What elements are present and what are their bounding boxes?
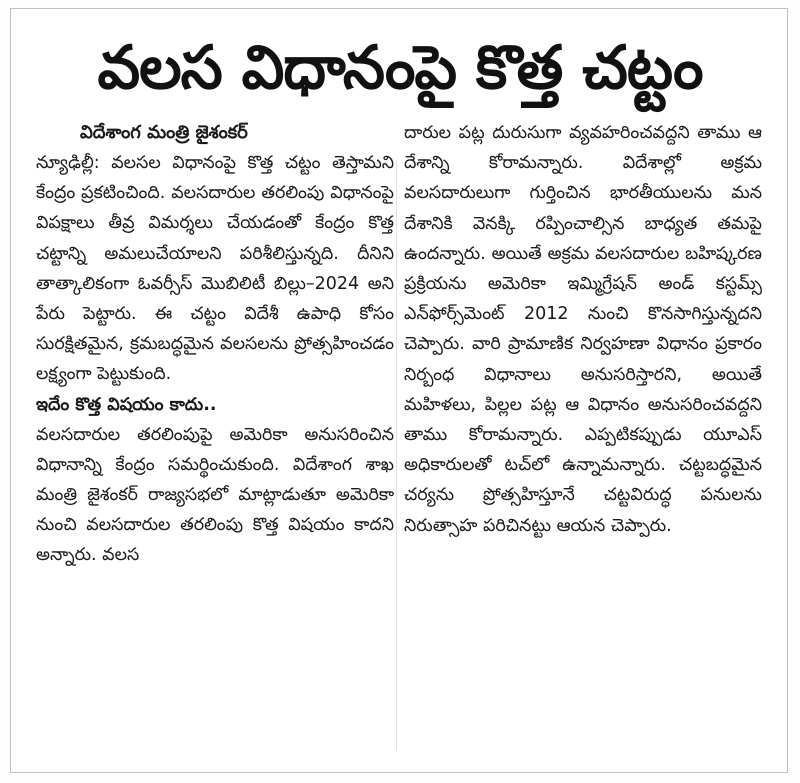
article-column-left bbox=[36, 118, 394, 571]
article-byline: విదేశాంగ మంత్రి జైశంకర్ bbox=[80, 122, 248, 143]
article-paragraph-2: వలసదారుల తరలింపుపై అమెరికా అనుసరించిన విధానాన్ని కేంద్రం సమర్థించుకుంది. విదేశాంగ శాఖ మంత్రి జైశంకర్ రాజ్యసభలో మాట్లాడుతూ అమెరికా నుంచి వలసదారుల తరలింపు కొత్త విషయం కాదని అన్నారు. వలస bbox=[36, 424, 394, 566]
article-headline: వలస విధానంపై కొత్త చట్టం bbox=[97, 33, 703, 103]
article-subheading: ఇదేం కొత్త విషయం కాదు.. bbox=[36, 394, 217, 415]
article-column-right bbox=[404, 118, 762, 541]
article-paragraph-3: దారుల పట్ల దురుసుగా వ్యవహరించవద్దని తాము ఆ దేశాన్ని కోరామన్నారు. విదేశాల్లో అక్రమ వలసదారులుగా గుర్తించిన భారతీయులను మన దేశానికి వెనక్కి రప్పించాల్సిన బాధ్యత తమపై ఉందన్నారు. అయితే అక్రమ వలసదారుల బహిష్కరణ ప్రక్రియను అమెరికా ఇమ్మిగ్రేషన్ అండ్ కస్టమ్స్ ఎన్‌ఫోర్స్‌మెంట్ 2012 నుంచి కొనసాగిస్తున్నదని చెప్పారు. వారి ప్రామాణిక నిర్వహణా విధానం ప్రకారం నిర్బంధ విధానాలు అనుసరిస్తారని, అయితే మహిళలు, పిల్లల పట్ల ఆ విధానం అనుసరించవద్దని తాము కోరామన్నారు. ఎప్పటికప్పుడు యూఎస్ అధికారులతో టచ్‌లో ఉన్నామన్నారు. చట్టబద్ధమైన చర్యను ప్రోత్సహిస్తూనే చట్టవిరుద్ధ పనులను నిరుత్సాహ పరిచినట్టు ఆయన చెప్పారు. bbox=[404, 123, 762, 536]
column-divider bbox=[396, 160, 397, 750]
article-paragraph-1: న్యూఢిల్లీ: వలసల విధానంపై కొత్త చట్టం తెస్తామని కేంద్రం ప్రకటించింది. వలసదారుల తరలింపు విధానంపై విపక్షాలు తీవ్ర విమర్శలు చేయడంతో కేంద్రం కొత్త చట్టాన్ని అమలుచేయాలని పరిశీలిస్తున్నది. దీనిని తాత్కాలికంగా ఓవర్సీస్ మొబిలిటీ బిల్లు–2024 అని పేరు పెట్టారు. ఈ చట్టం విదేశీ ఉపాధి కోసం సురక్షితమైన, క్రమబద్ధమైన వలసలను ప్రోత్సహించడం లక్ష్యంగా పెట్టుకుంది. bbox=[36, 153, 394, 385]
